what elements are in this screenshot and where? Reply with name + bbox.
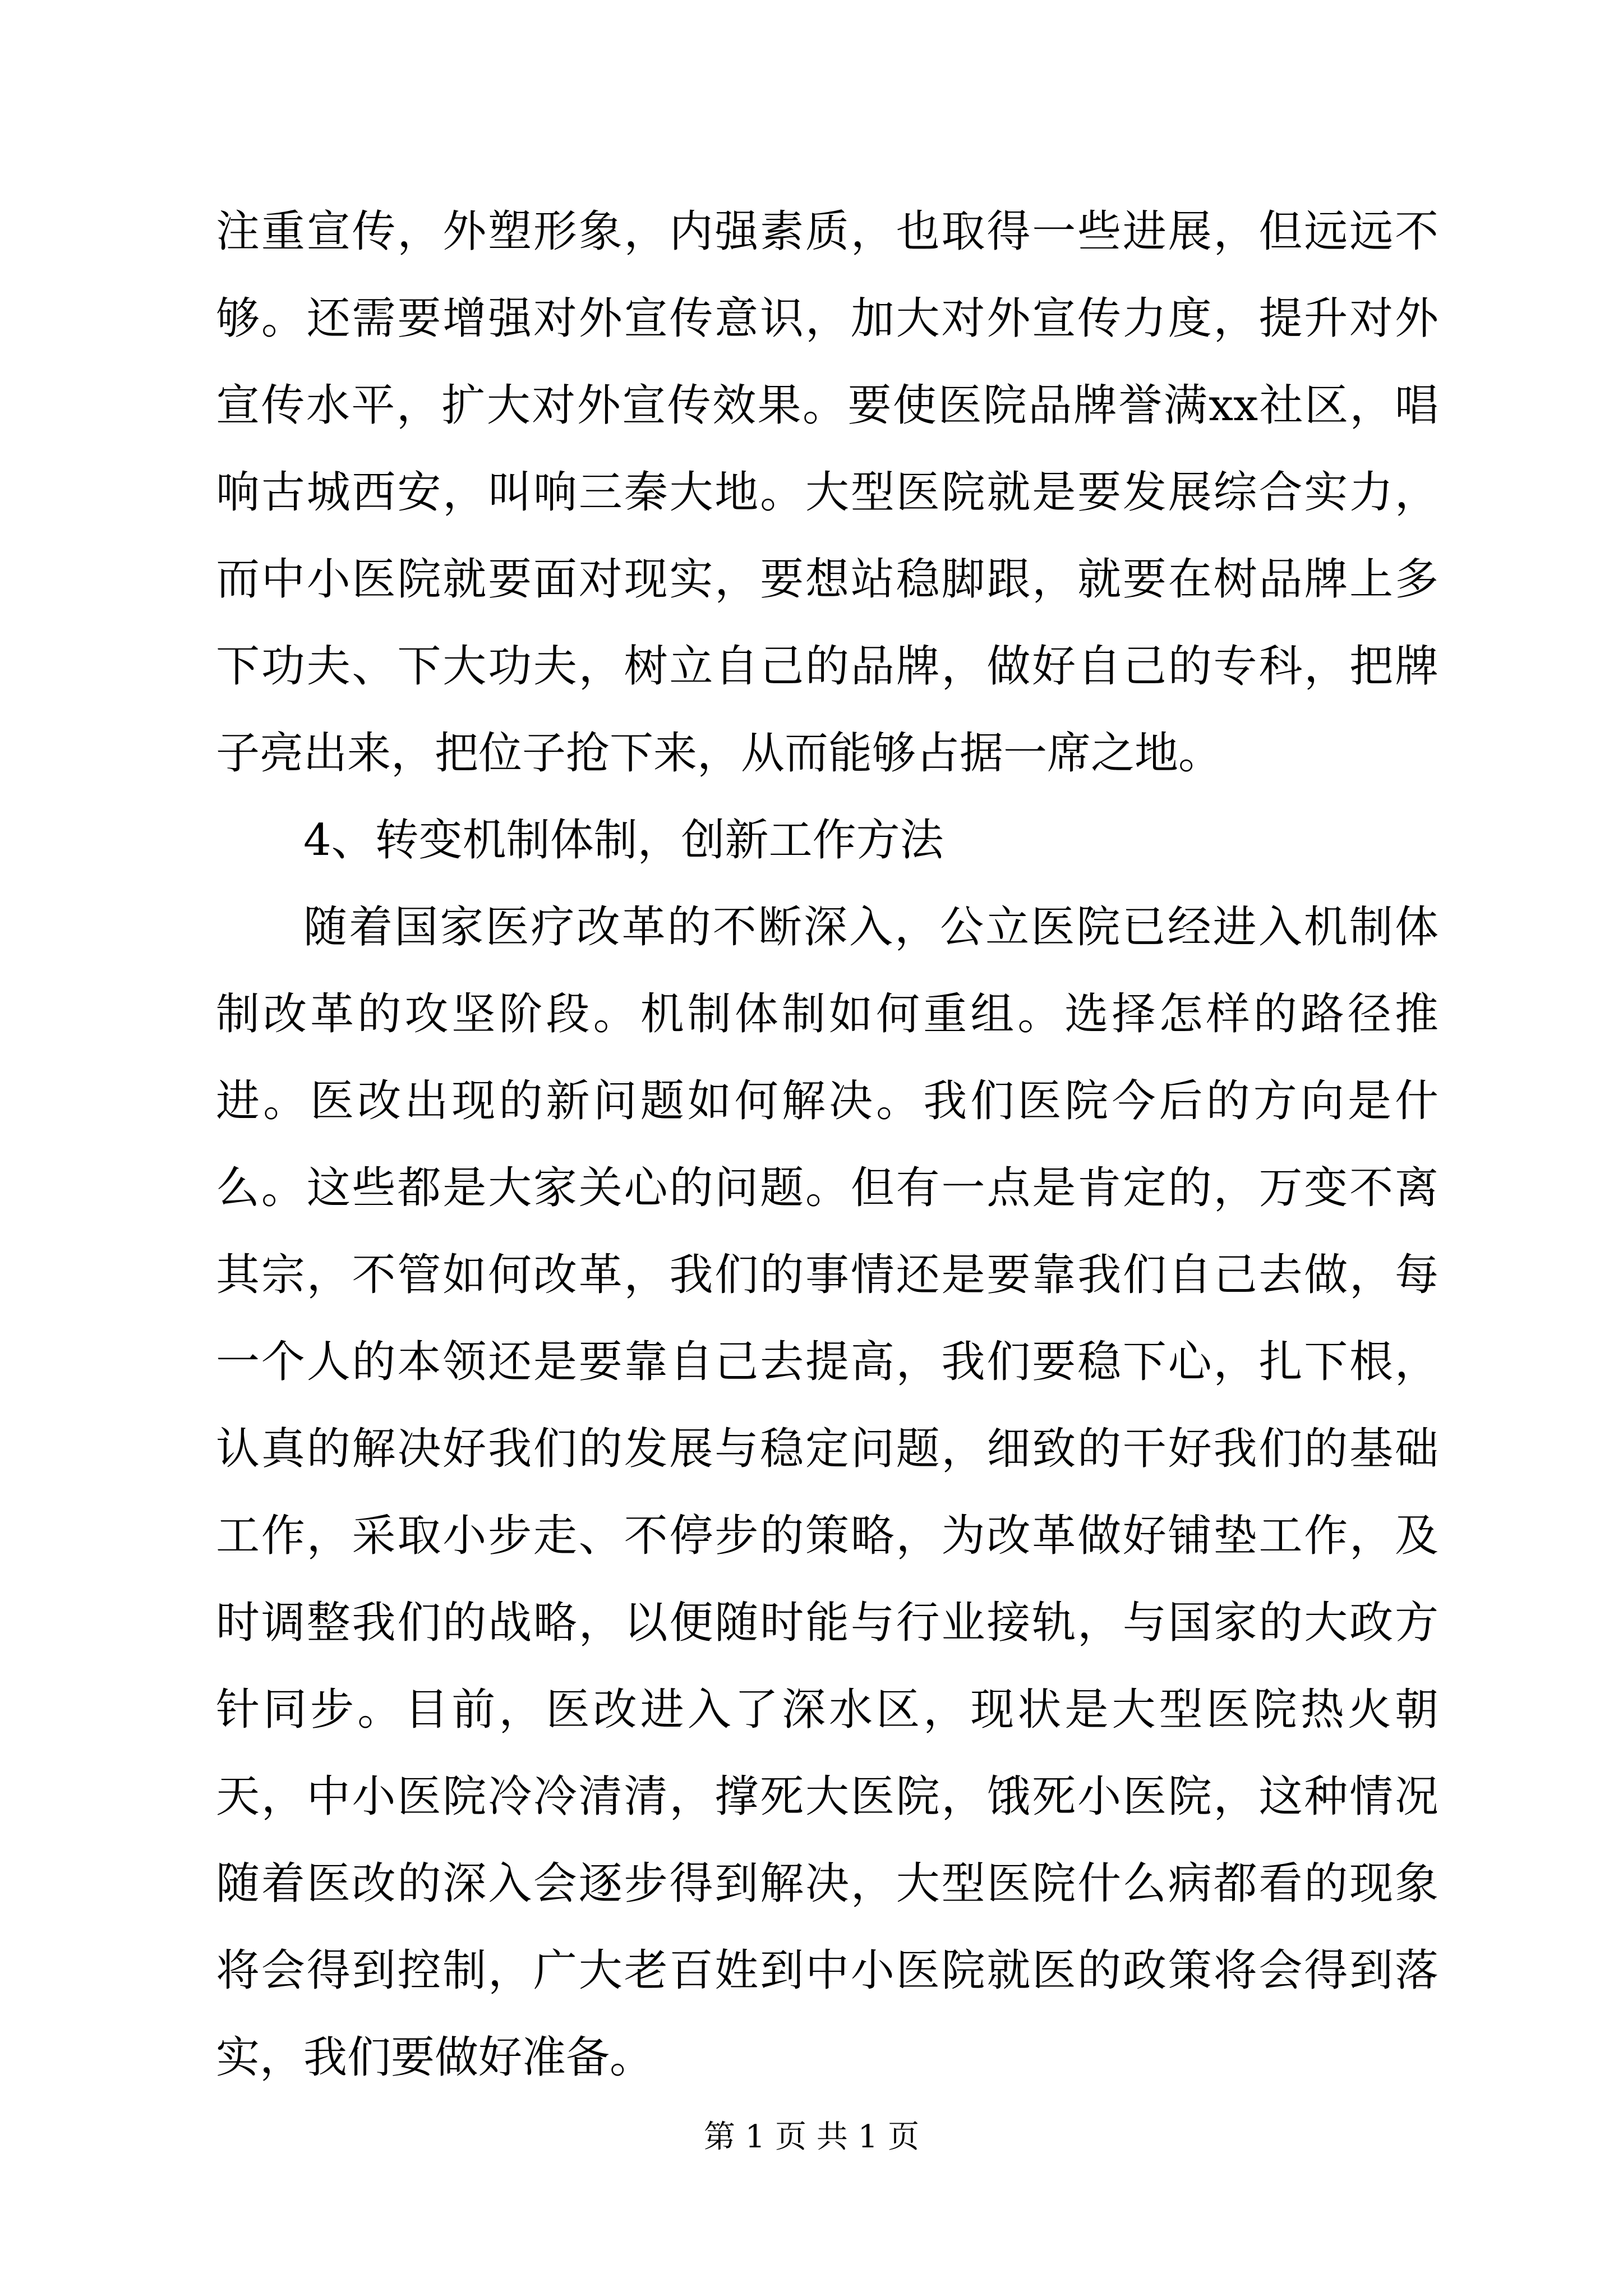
paragraph-reform: 随着国家医疗改革的不断深入，公立医院已经进入机制体制改革的攻坚阶段。机制体制如何重组。选择怎样的路径推进。医改出现的新问题如何解决。我们医院今后的方向是什么。这些都是大家关心的问题。但有一点是肯定的，万变不离其宗，不管如何改革，我们的事情还是要靠我们自己去做，每一个人的本领还是要靠自己去提高，我们要稳下心，扎下根，认真的解决好我们的发展与稳定问题，细致的干好我们的基础工作，采取小步走、不停步的策略，为改革做好铺垫工作，及时调整我们的战略，以便随时能与行业接轨，与国家的大政方针同步。目前，医改进入了深水区，现状是大型医院热火朝天，中小医院冷冷清清，撑死大医院，饿死小医院，这种情况随着医改的深入会逐步得到解决，大型医院什么病都看的现象将会得到控制，广大老百姓到中小医院就医的政策将会得到落实，我们要做好准备。	[216, 902, 1438, 2083]
section-heading: 4、转变机制体制，创新工作方法	[303, 815, 944, 866]
page-footer: 第 1 页 共 1 页	[703, 2119, 920, 2155]
document-body	[216, 188, 1438, 2101]
paragraph-continuation: 注重宣传，外塑形象，内强素质，也取得一些进展，但远远不够。还需要增强对外宣传意识，加大对外宣传力度，提升对外宣传水平，扩大对外宣传效果。要使医院品牌誉满xx社区，唱响古城西安，叫响三秦大地。大型医院就是要发展综合实力，而中小医院就要面对现实，要想站稳脚跟，就要在树品牌上多下功夫、下大功夫，树立自己的品牌，做好自己的专科，把牌子亮出来，把位子抢下来，从而能够占据一席之地。	[216, 206, 1438, 779]
